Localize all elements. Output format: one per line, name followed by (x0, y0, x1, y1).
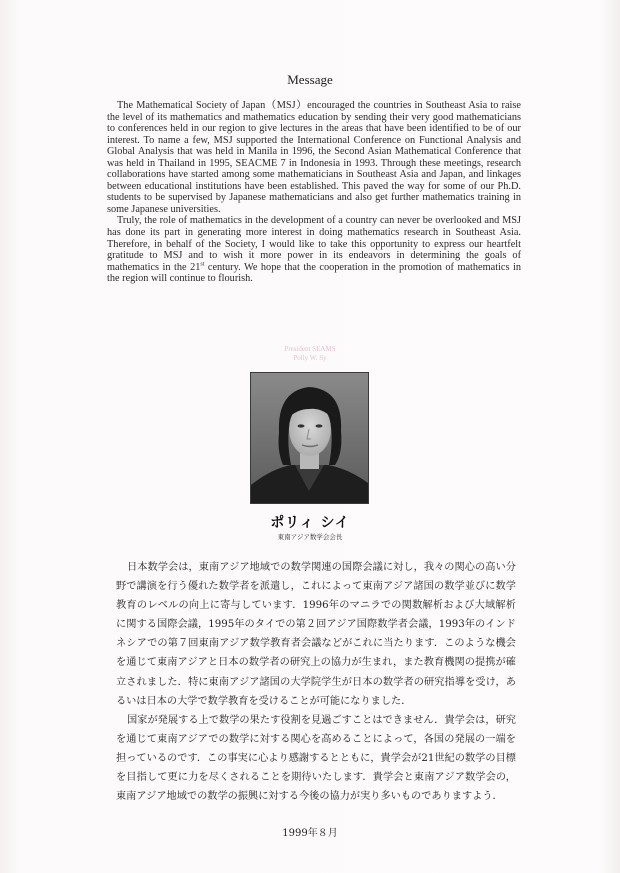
japanese-paragraph-1: 日本数学会は，東南アジア地域での数学関連の国際会議に対し，我々の関心の高い分野で講演を行う優れた数学者を派遣し，これによって東南アジア諸国の数学並びに数学教育のレベルの向上に寄与しています．1996年のマニラでの関数解析および大域解析に関する国際会議，1995年のタイでの第２回アジア国際数学者会議，1993年のインドネシアでの第７回東南アジア数学教育者会議などがこれに当たります．このような機会を通じて東南アジアと日本の数学者の研究上の協力が生まれ，また教育機関の提携が確立されました．特に東南アジア諸国の大学院学生が日本の数学者の研究指導を受け，あるいは日本の大学で数学教育を受けることが可能になりました． (116, 562, 516, 707)
page-title: Message (287, 72, 333, 87)
english-paragraph-1: The Mathematical Society of Japan（MSJ）encouraged the countries in Southeast Asia to raise the level of its mathematics and mathematics education by sending their very good mathematicians to conferences held in our region to give lectures in the areas that have been identified to be of our interest. To name a few, MSJ supported the International Conference on Functional Analysis and Global Analysis that was held in Manila in 1996, the Second Asian Mathematical Conference that was held in Thailand in 1995, SEACME 7 in Indonesia in 1993. Through these meetings, research collaborations have started among some mathematicians in Southeast Asia and Japan, and linkages between educational institutions have been established. This paved the way for some of our Ph.D. students to be supervised by Japanese mathematicians and also get further mathematics training in some Japanese universities. (107, 100, 521, 215)
message-date: 1999年８月 (282, 828, 338, 839)
english-paragraph-2 (107, 215, 521, 284)
faint-signature-title: President SEAMS (284, 345, 336, 353)
english-paragraph-2-text: Truly, the role of mathematics in the development of a country can never be overlooked and MSJ has done its part in generating more interest in doing mathematics research in Southeast Asia. Therefore, in behalf of the Society, I would like to take this opportunity to express our heartfelt gratitude to MSJ and to wish it more power in its endeavors in determining the goals of mathematics in the 21 (107, 215, 521, 273)
english-message (107, 100, 521, 285)
faint-signature-name: Polly W. Sy (293, 354, 327, 362)
ordinal-suffix: st (200, 261, 205, 268)
english-paragraph-2-tail: century. We hope that the cooperation in the promotion of mathematics in the region will continue to flourish. (107, 261, 521, 285)
japanese-paragraph-2: 国家が発展する上で数学の果たす役割を見過ごすことはできません．貴学会は，研究を通じて東南アジアでの数学に対する関心を高めることによって，各国の発展の一端を担っているのです．この事実に心より感謝するとともに，貴学会が21世紀の数学の目標を目指して更に力を尽くされることを期待いたします．貴学会と東南アジア数学会の，東南アジア地域での数学の振興に対する今後の協力が実り多いものでありますよう． (116, 714, 516, 803)
author-role-japanese: 東南アジア数学会会長 (277, 533, 343, 541)
portrait-image (251, 373, 368, 503)
author-name-japanese: ポリィ シイ (270, 515, 350, 531)
portrait-photo (250, 372, 369, 504)
japanese-message (116, 558, 516, 806)
